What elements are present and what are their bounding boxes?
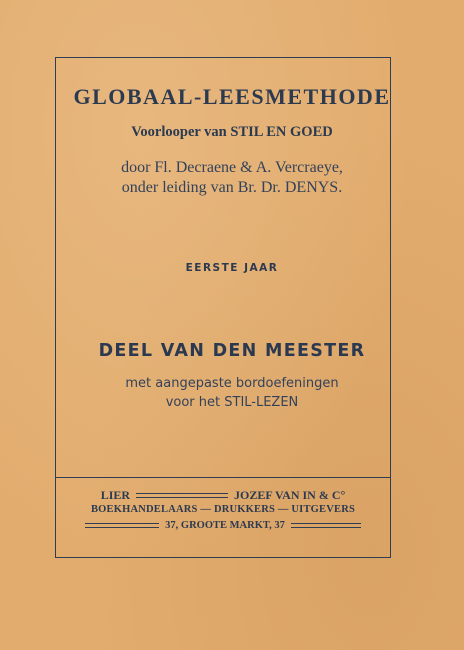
publisher-name: JOZEF VAN IN & C° bbox=[234, 488, 346, 502]
description-line-2: voor het STIL-LEZEN bbox=[165, 395, 299, 410]
publisher-divider bbox=[55, 477, 391, 478]
authors-line-1: door Fl. Decraene & A. Vercraeye, bbox=[121, 159, 343, 176]
publisher-city: LIER bbox=[100, 488, 131, 502]
description-block bbox=[0, 374, 464, 412]
authors-block bbox=[0, 158, 464, 198]
double-rule-ornament bbox=[136, 493, 228, 498]
publisher-name-row bbox=[55, 488, 391, 503]
authors-line-2: onder leiding van Br. Dr. DENYS. bbox=[121, 179, 343, 196]
publisher-address: 37, GROOTE MARKT, 37 bbox=[165, 520, 285, 531]
cover-subtitle: Voorlooper van STIL EN GOED bbox=[131, 124, 333, 140]
cover-title: GLOBAAL-LEESMETHODE bbox=[73, 84, 391, 109]
publisher-trades: BOEKHANDELAARS — DRUKKERS — UITGEVERS bbox=[90, 504, 356, 515]
part-title: DEEL VAN DEN MEESTER bbox=[98, 341, 366, 361]
double-rule-ornament bbox=[291, 523, 361, 528]
publisher-address-row bbox=[55, 520, 391, 531]
description-line-1: met aangepaste bordoefeningen bbox=[125, 376, 339, 391]
double-rule-ornament bbox=[85, 523, 159, 528]
year-label: EERSTE JAAR bbox=[185, 262, 279, 274]
